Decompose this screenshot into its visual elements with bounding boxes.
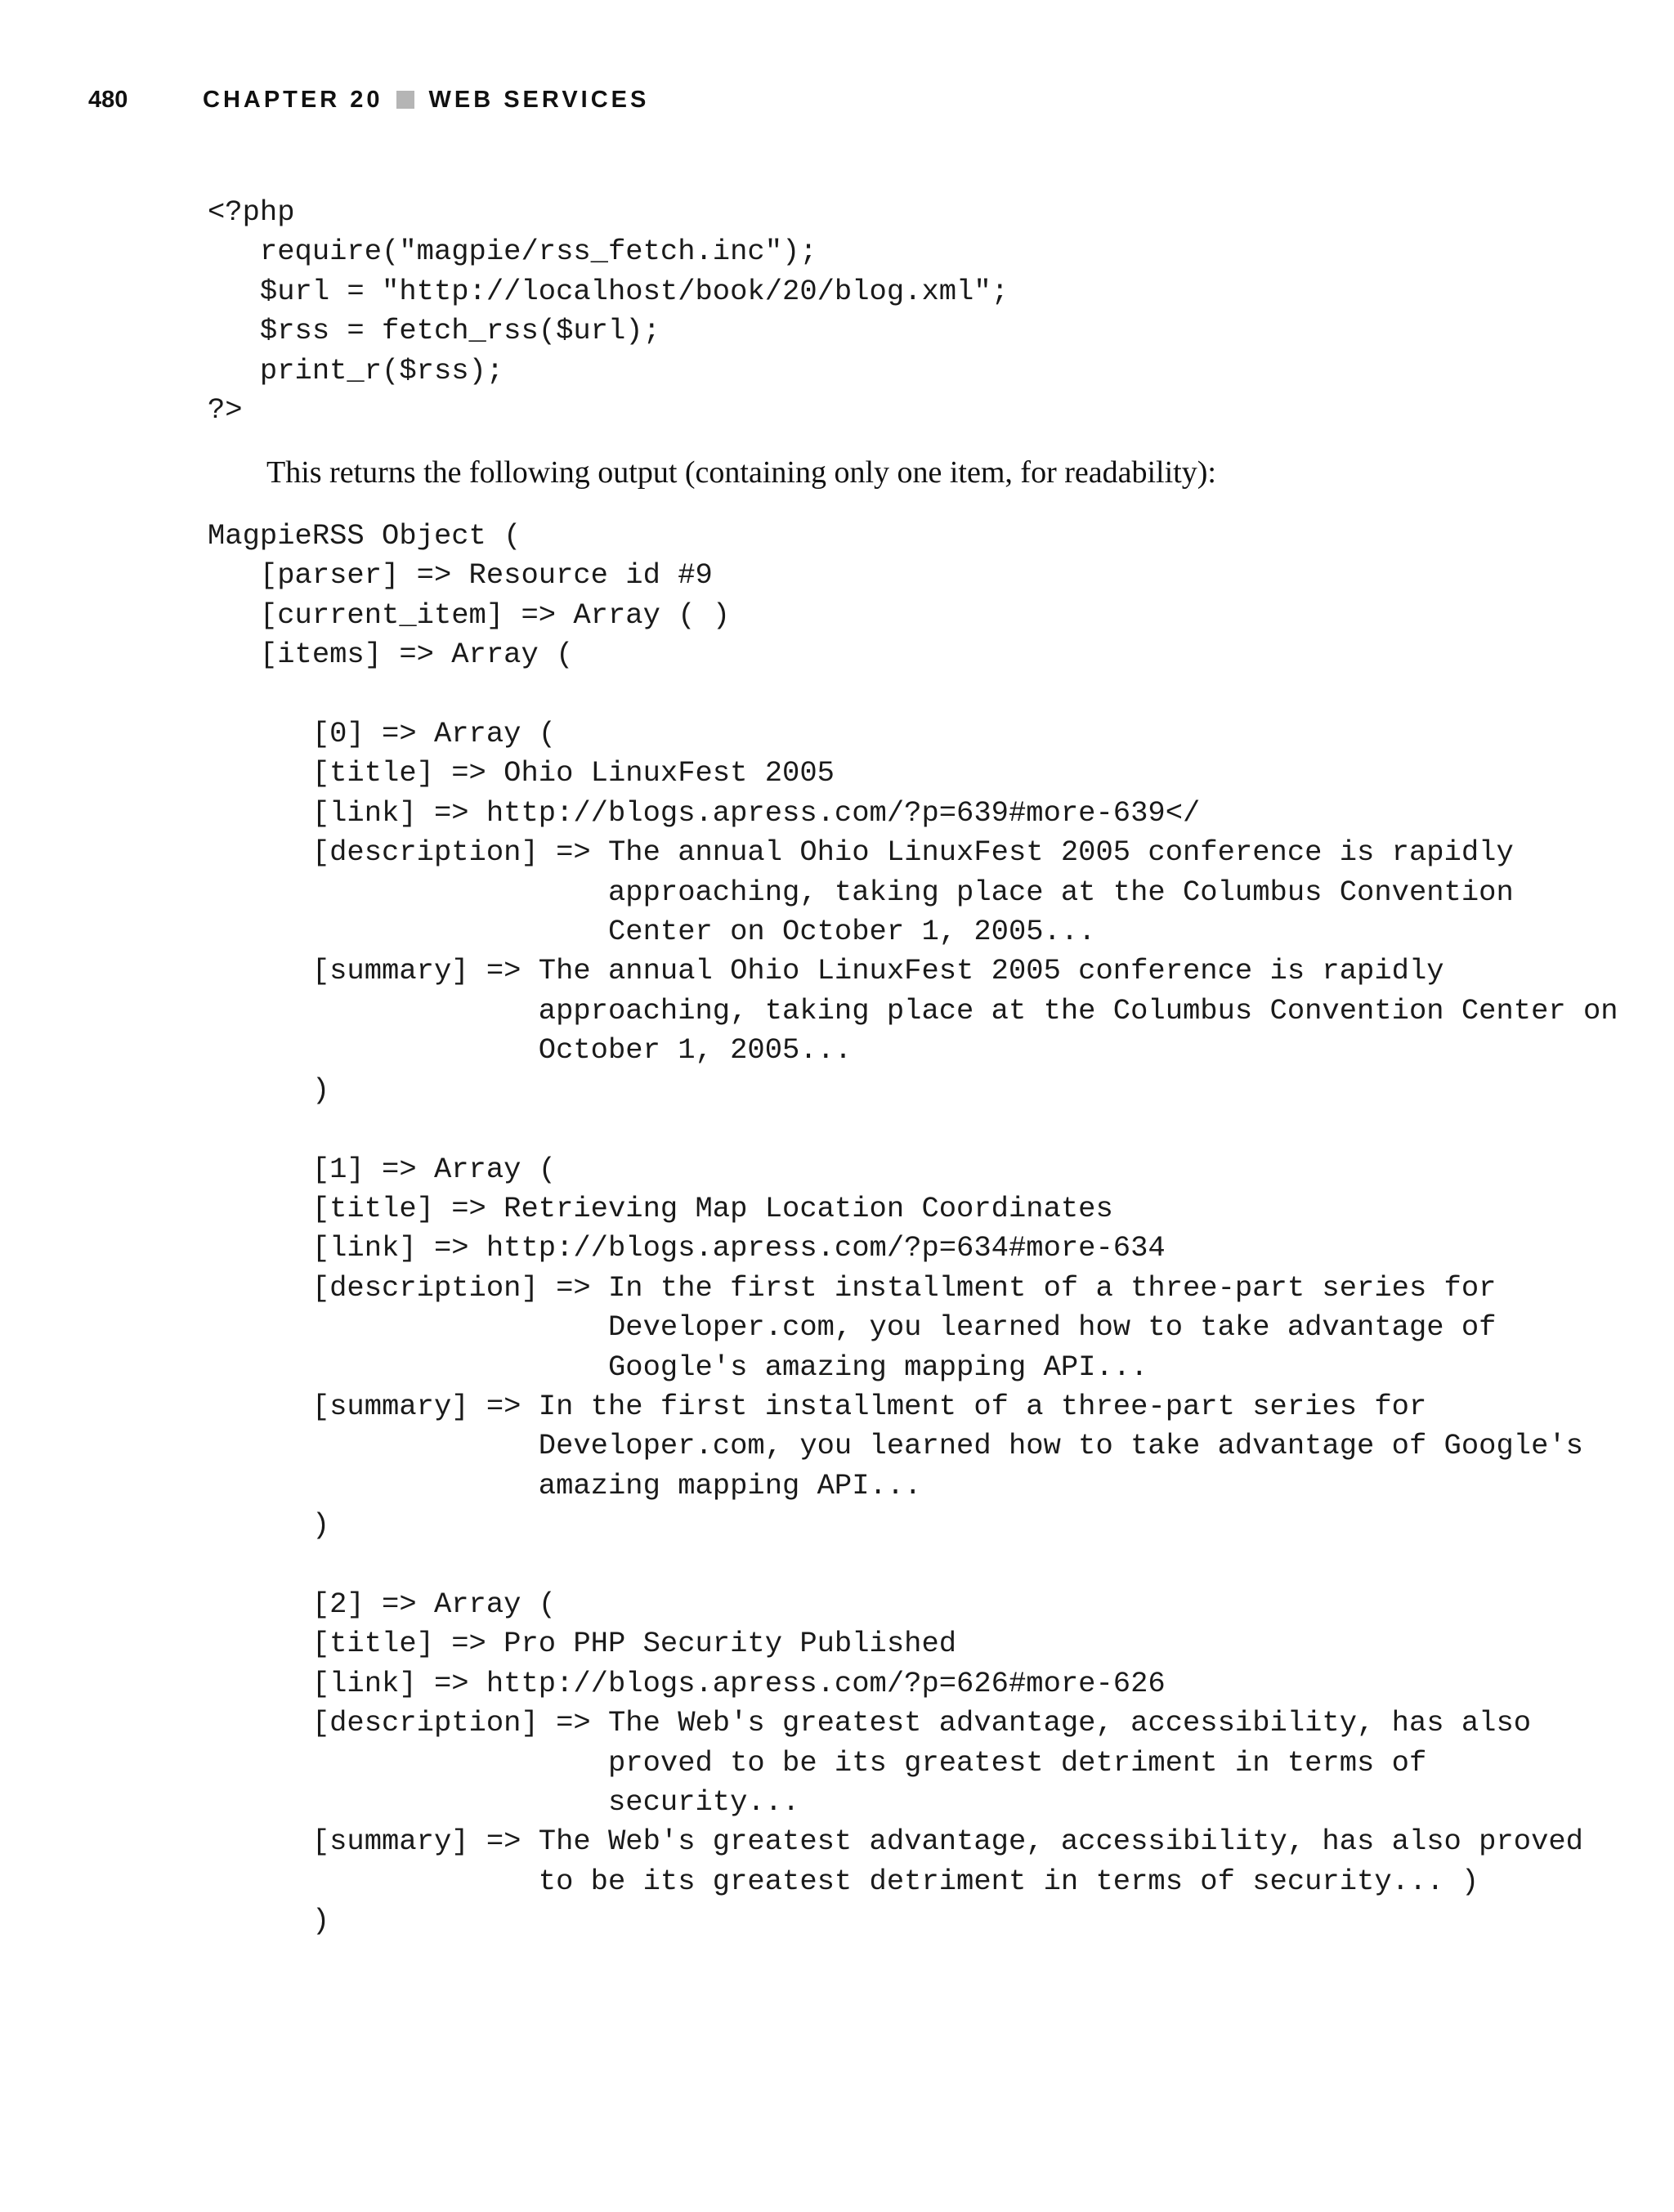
section-title: WEB SERVICES [428,86,650,113]
body-paragraph: This returns the following output (containing only one item, for readability): [266,455,1216,490]
php-code-listing: <?php require("magpie/rss_fetch.inc"); $url = "http://localhost/book/20/blog.xml"; $rss = fetch_rss($url); print_r($rss); ?> [208,195,1009,428]
print-r-output-listing: MagpieRSS Object ( [parser] => Resource id #9 [current_item] => Array ( ) [items] => Array ( [0] => Array ( [title] => Ohio LinuxFest 2005 [link] => http://blogs.apress.com/?p=639#more-639</ [description] => The annual Ohio LinuxFest 2005 conference is rapidly approaching, taking place at the Columbus Convention Center on October 1, 2005... [summary] => The annual Ohio LinuxFest 2005 conference is rapidly approaching, taking place at the Columbus Convention Center on October 1, 2005... ) [1] => Array ( [title] => Retrieving Map Location Coordinates [link] => http://blogs.apress.com/?p=634#more-634 [description] => In the first installment of a three-part series for Developer.com, you learned how to take advantage of Google's amazing mapping API... [summary] => In the first installment of a three-part series for Developer.com, you learned how to take advantage of Google's amazing mapping API... ) [2] => Array ( [title] => Pro PHP Security Published [link] => http://blogs.apress.com/?p=626#more-626 [description] => The Web's greatest advantage, accessibility, has also proved to be its greatest detriment in terms of security... [summary] => The Web's greatest advantage, accessibility, has also proved to be its greatest detriment in terms of security... ) ) [208,519,1618,1938]
chapter-title [203,82,649,118]
chapter-number: CHAPTER 20 [203,86,383,113]
square-separator-icon [396,91,414,109]
page-number: 480 [88,86,128,113]
running-header [88,82,650,118]
